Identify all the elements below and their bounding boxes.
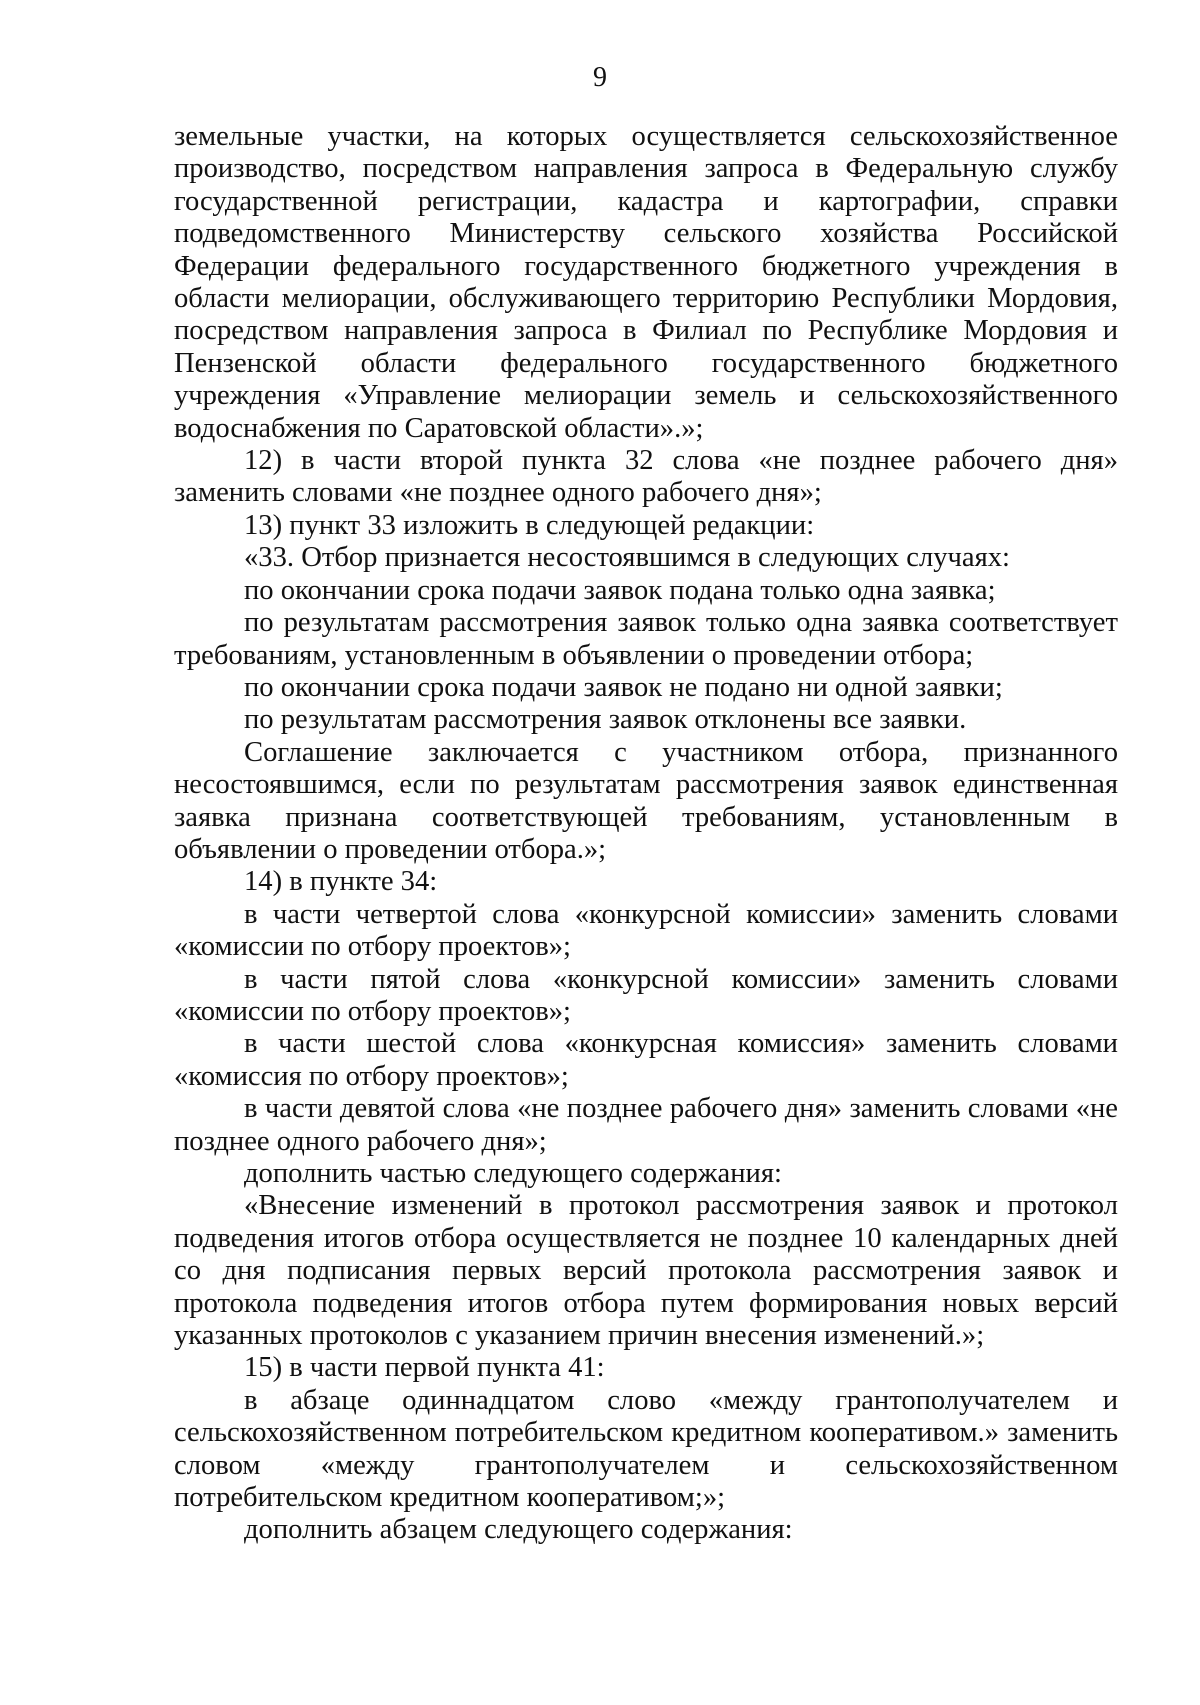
document-body — [174, 121, 1118, 1547]
paragraph: 12) в части второй пункта 32 слова «не позднее рабочего дня» заменить словами «не позднее одного рабочего дня»; — [174, 445, 1118, 509]
paragraph: 13) пункт 33 изложить в следующей редакции: — [244, 509, 815, 541]
paragraph: дополнить частью следующего содержания: — [244, 1158, 782, 1189]
paragraph: Соглашение заключается с участником отбора, признанного несостоявшимся, если по результатам рассмотрения заявок единственная заявка признана соответствующей требованиям, установленным в объявлении о проведении отбора.»; — [174, 736, 1118, 865]
paragraph: в части шестой слова «конкурсная комиссия» заменить словами «комиссия по отбору проектов»; — [174, 1028, 1118, 1092]
paragraph: по результатам рассмотрения заявок только одна заявка соответствует требованиям, установленным в объявлении о проведении отбора; — [174, 607, 1118, 671]
paragraph: в части девятой слова «не позднее рабочего дня» заменить словами «не позднее одного рабочего дня»; — [174, 1093, 1118, 1157]
paragraph: в части четвертой слова «конкурсной комиссии» заменить словами «комиссии по отбору проектов»; — [174, 898, 1118, 963]
paragraph: 15) в части первой пункта 41: — [244, 1352, 605, 1384]
paragraph: 14) в пункте 34: — [244, 866, 438, 898]
paragraph: дополнить абзацем следующего содержания: — [244, 1514, 793, 1546]
paragraph: земельные участки, на которых осуществляется сельскохозяйственное производство, посредством направления запроса в Федеральную службу государственной регистрации, кадастра и картографии, справки подведомственного Министерству сельского хозяйства Российской Федерации федерального государственного бюджетного учреждения в области мелиорации, обслуживающего территорию Республики Мордовия, посредством направления запроса в Филиал по Республике Мордовия и Пензенской области федерального государственного бюджетного учреждения «Управление мелиорации земель и сельскохозяйственного водоснабжения по Саратовской области».»; — [174, 121, 1118, 444]
paragraph: по результатам рассмотрения заявок отклонены все заявки. — [244, 704, 967, 736]
page-number: 9 — [593, 62, 607, 93]
paragraph: по окончании срока подачи заявок подана только одна заявка; — [244, 574, 996, 606]
paragraph: «Внесение изменений в протокол рассмотрения заявок и протокол подведения итогов отбора осуществляется не позднее 10 календарных дней со дня подписания первых версий протокола рассмотрения заявок и протокола подведения итогов отбора путем формирования новых версий указанных протоколов с указанием причин внесения изменений.»; — [174, 1190, 1118, 1352]
paragraph: в части пятой слова «конкурсной комиссии» заменить словами «комиссии по отбору проектов»; — [174, 963, 1118, 1027]
paragraph: по окончании срока подачи заявок не подано ни одной заявки; — [244, 671, 1003, 703]
paragraph: «33. Отбор признается несостоявшимся в следующих случаях: — [244, 542, 1010, 574]
paragraph: в абзаце одиннадцатом слово «между грантополучателем и сельскохозяйственном потребительском кредитном кооперативом.» заменить словом «между грантополучателем и сельскохозяйственном потребительском кредитном кооперативом;»; — [174, 1384, 1118, 1514]
